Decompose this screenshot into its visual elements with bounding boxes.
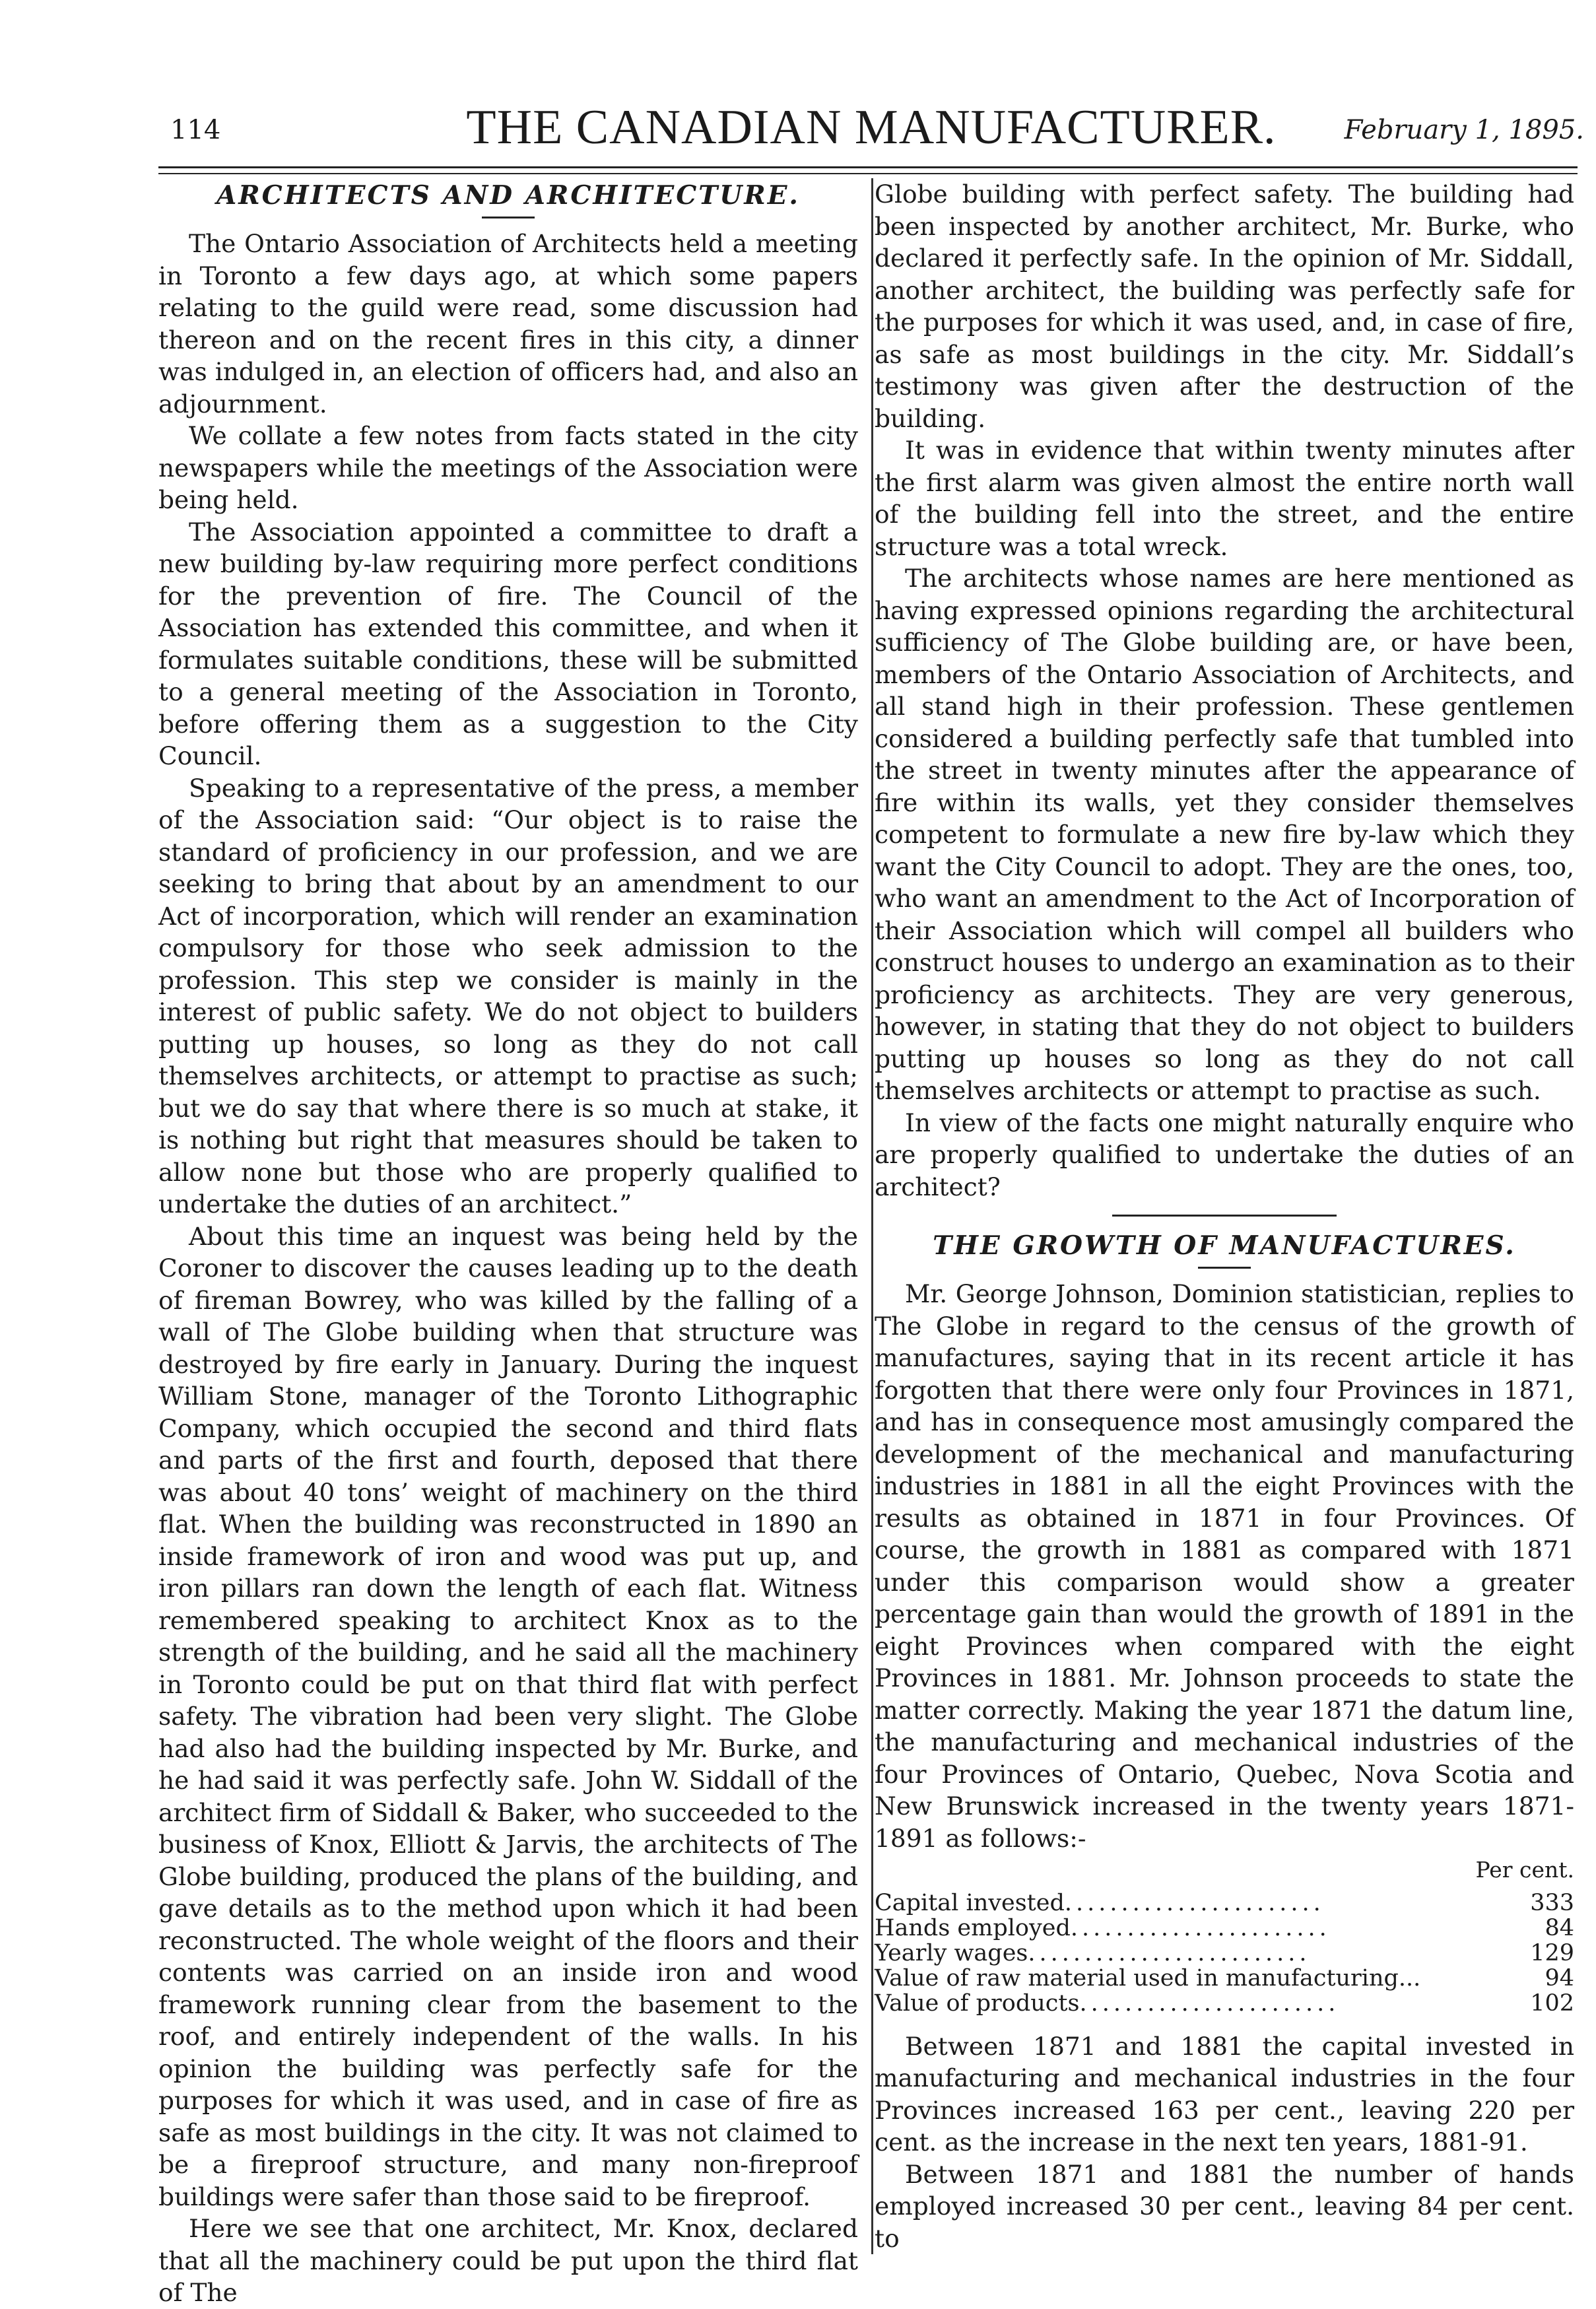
article-separator [1112, 1215, 1337, 1217]
table-row [875, 1916, 1574, 1941]
table-row [875, 1891, 1574, 1916]
article-paragraph: Globe building with perfect safety. The building had been inspected by another architect, Mr. Burke, who declared it perfectly safe. In the opinion of Mr. Siddall, another architect, the building was perfectly safe for the purposes for which it was used, and, in case of fire, as safe as most buildings in the city. Mr. Siddall’s testimony was given after the destruction of the building. [875, 180, 1574, 433]
header-rule-secondary [158, 173, 1578, 174]
page-number: 114 [170, 115, 221, 145]
left-column [158, 178, 858, 2309]
article-paragraph: Mr. George Johnson, Dominion statistician, replies to The Globe in regard to the census of the growth of manufactures, saying that in its recent article it has forgotten that there were only four Provinces in 1871, and has in consequence most amusingly compared the development of the mechanical and manufacturing industries in 1881 in all the eight Provinces with the results as obtained in 1871 in four Provinces. Of course, the growth in 1881 as compared with 1871 under this comparison would show a greater percentage gain than would the growth of 1891 in the eight Provinces when compared with the eight Provinces in 1881. Mr. Johnson proceeds to state the matter correctly. Making the year 1871 the datum line, the manufacturing and mechanical industries of the four Provinces of Ontario, Quebec, Nova Scotia and New Brunswick increased in the twenty years 1871-1891 as follows:- [875, 1279, 1574, 1853]
article-paragraph: Speaking to a representative of the press, a member of the Association said: “Our object is to raise the standard of proficiency in our profession, and we are seeking to bring that about by an amendment to our Act of incorporation, which will render an examination compulsory for those who seek admission to the profession. This step we consider is mainly in the interest of public safety. We do not object to builders putting up houses, so long as they do not call themselves architects, or attempt to practise as such; but we do say that where there is so much at stake, it is nothing but right that measures should be taken to allow none but those who are properly qualified to undertake the duties of an architect.” [158, 773, 858, 1219]
article-paragraph: The Ontario Association of Architects held a meeting in Toronto a few days ago, at which some papers relating to the guild were read, some discussion had thereon and on the recent fires in this city, a dinner was indulged in, an election of officers had, and also an adjournment. [158, 229, 858, 418]
column-divider [871, 178, 873, 2254]
article-paragraph: Between 1871 and 1881 the number of hands employed increased 30 per cent., leaving 84 per cent. to [875, 2159, 1574, 2253]
right-column [875, 178, 1574, 2254]
article-paragraph: Between 1871 and 1881 the capital invested in manufacturing and mechanical industries in the four Provinces increased 163 per cent., leaving 220 per cent. as the increase in the next ten years, 1881-91. [875, 2031, 1574, 2157]
article-paragraph: About this time an inquest was being held by the Coroner to discover the causes leading up to the death of fireman Bowrey, who was killed by the falling of a wall of The Globe building when that structure was destroyed by fire early in January. During the inquest William Stone, manager of the Toronto Lithographic Company, which occupied the second and third flats and parts of the first and fourth, deposed that there was about 40 tons’ weight of machinery on the third flat. When the building was reconstructed in 1890 an inside framework of iron and wood was put up, and iron pillars ran down the length of each flat. Witness remembered speaking to architect Knox as to the strength of the building, and he said all the machinery in Toronto could be put on that third flat with perfect safety. The vibration had been very slight. The Globe had also had the building inspected by Mr. Burke, and he had said it was perfectly safe. John W. Siddall of the architect firm of Siddall & Baker, who succeeded to the business of Knox, Elliott & Jarvis, the architects of The Globe building, produced the plans of the building, and gave details as to the method upon which it had been reconstructed. The whole weight of the floors and their contents was carried on an inside iron and wood framework running clear from the basement to the roof, and entirely independent of the walls. In his opinion the building was perfectly safe for the purposes for which it was used, and in case of fire as safe as most buildings in the city. It was not claimed to be a fireproof structure, and many non-fireproof buildings were safer than those said to be fireproof. [158, 1221, 858, 2211]
row-value: 129 [1530, 1939, 1574, 1966]
table-header: Per cent. [1475, 1857, 1574, 1883]
article-paragraph: The architects whose names are here mentioned as having expressed opinions regarding the architectural sufficiency of The Globe building are, or have been, members of the Ontario Association of Architects, and all stand high in their profession. These gentlemen considered a building perfectly safe that tumbled into the street in twenty minutes after the appearance of fire within its walls, yet they consider themselves competent to formulate a new fire by-law which they want the City Council to adopt. They are the ones, too, who want an amendment to the Act of Incorporation of their Association which will compel all builders who construct houses to undergo an examination as to their proficiency as architects. They are very generous, however, in stating that they do not object to builders putting up houses so long as they do not call themselves architects or attempt to practise as such. [875, 564, 1574, 1105]
article-title: ARCHITECTS AND ARCHITECTURE. [216, 180, 800, 211]
growth-table [875, 1891, 1574, 2016]
title-rule [482, 217, 535, 218]
table-row [875, 1991, 1574, 2016]
row-value: 84 [1545, 1914, 1574, 1941]
row-label: Value of products....................... [875, 1990, 1340, 2017]
issue-date: February 1, 1895. [1344, 115, 1584, 145]
table-row [875, 1966, 1574, 1991]
row-value: 333 [1530, 1889, 1574, 1916]
masthead-title: THE CANADIAN MANUFACTURER. [466, 100, 1277, 154]
article-paragraph: We collate a few notes from facts stated in the city newspapers while the meetings of the Association were being held. [158, 421, 858, 514]
article-paragraph: It was in evidence that within twenty minutes after the first alarm was given almost the entire north wall of the building fell into the street, and the entire structure was a total wreck. [875, 436, 1574, 561]
page-header [158, 98, 1584, 157]
header-rule [158, 166, 1578, 168]
article-paragraph: In view of the facts one might naturally enquire who are properly qualified to undertake the duties of an architect? [875, 1108, 1574, 1201]
row-value: 94 [1545, 1964, 1574, 1991]
row-label: Yearly wages......................... [875, 1939, 1311, 1966]
title-rule [1198, 1267, 1251, 1269]
row-label: Capital invested....................... [875, 1889, 1325, 1916]
article-title: THE GROWTH OF MANUFACTURES. [933, 1230, 1516, 1261]
row-value: 102 [1530, 1990, 1574, 2017]
article-paragraph: The Association appointed a committee to draft a new building by-law requiring more perfect conditions for the prevention of fire. The Council of the Association has extended this committee, and when it formulates suitable conditions, these will be submitted to a general meeting of the Association in Toronto, before offering them as a suggestion to the City Council. [158, 517, 858, 770]
table-row [875, 1941, 1574, 1966]
row-label: Hands employed....................... [875, 1914, 1331, 1941]
article-paragraph: Here we see that one architect, Mr. Knox, declared that all the machinery could be put upon the third flat of The [158, 2214, 858, 2307]
row-label: Value of raw material used in manufacturing... [875, 1964, 1421, 1991]
